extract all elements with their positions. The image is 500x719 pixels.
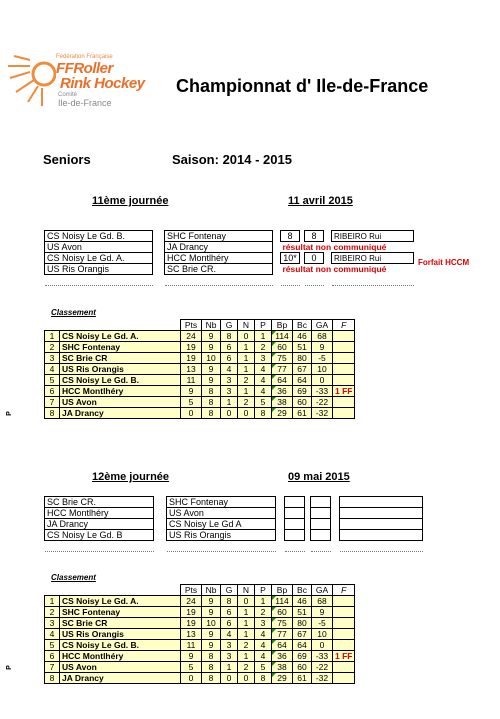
position-cell: 1	[45, 596, 60, 607]
standings-row	[45, 673, 355, 684]
logo-comite: Comité	[58, 92, 78, 98]
stat-cell: 69	[293, 651, 312, 662]
position-cell: 2	[45, 342, 60, 353]
stat-cell	[333, 331, 355, 342]
stat-cell: 9	[202, 596, 221, 607]
stat-cell: 6	[221, 353, 238, 364]
standings-row	[45, 618, 355, 629]
standings-row	[45, 375, 355, 386]
stat-cell: -32	[312, 408, 333, 419]
stat-cell: 64	[272, 640, 293, 651]
match-row: HCC Montlhéry US Avon	[45, 508, 423, 519]
stat-cell: 1	[238, 342, 255, 353]
stat-cell: 60	[293, 662, 312, 673]
stat-cell: 9	[181, 651, 202, 662]
stat-cell: 9	[202, 607, 221, 618]
position-cell: 7	[45, 662, 60, 673]
stat-cell: 4	[255, 640, 272, 651]
stat-cell: 13	[181, 629, 202, 640]
stat-cell: 4	[255, 375, 272, 386]
stat-cell: 10	[202, 353, 221, 364]
stat-cell: 69	[293, 386, 312, 397]
logo-wheel-icon	[4, 52, 56, 107]
header-cell: P	[255, 585, 272, 596]
forfeit-note: Forfait HCCM	[418, 258, 470, 267]
stat-cell: 3	[221, 386, 238, 397]
stat-cell: -5	[312, 618, 333, 629]
position-cell: 6	[45, 651, 60, 662]
stat-cell: 6	[221, 618, 238, 629]
stat-cell: 51	[293, 607, 312, 618]
logo-line1: FFRoller	[56, 60, 113, 77]
logo-region: Ile-de-France	[58, 98, 112, 108]
standings-row	[45, 651, 355, 662]
stat-cell: 64	[272, 375, 293, 386]
stat-cell: 2	[238, 640, 255, 651]
team-cell: US Avon	[60, 397, 181, 408]
header-cell: N	[238, 320, 255, 331]
stat-cell: 75	[272, 618, 293, 629]
stat-cell: 0	[238, 331, 255, 342]
stat-cell: 3	[221, 640, 238, 651]
standings-row	[45, 640, 355, 651]
stat-cell: 9	[181, 386, 202, 397]
stat-cell: 9	[202, 331, 221, 342]
stat-cell: 8	[255, 408, 272, 419]
stat-cell: 1	[238, 651, 255, 662]
stat-cell: 8	[202, 397, 221, 408]
stat-cell: 13	[181, 364, 202, 375]
team-cell: JA Drancy	[60, 673, 181, 684]
header-cell: GA	[312, 320, 333, 331]
stat-cell: 8	[221, 596, 238, 607]
team-cell: CS Noisy Le Gd. A.	[60, 331, 181, 342]
standings-table-1	[44, 319, 355, 419]
position-cell: 4	[45, 364, 60, 375]
stat-cell: 8	[221, 331, 238, 342]
stat-cell: 1	[238, 607, 255, 618]
stat-cell: 9	[202, 364, 221, 375]
stat-cell: 5	[181, 662, 202, 673]
classement-label-2: Classement	[51, 573, 96, 582]
stat-cell: 2	[255, 607, 272, 618]
stat-cell	[333, 629, 355, 640]
match-row: US Avon JA Drancy résultat non communiqué	[45, 242, 414, 253]
stat-cell: 0	[221, 408, 238, 419]
position-cell: 8	[45, 408, 60, 419]
stat-cell: 10	[312, 364, 333, 375]
stat-cell: 1	[221, 397, 238, 408]
header-cell: Nb	[202, 585, 221, 596]
position-cell: 5	[45, 640, 60, 651]
match-row: SC Brie CR. SHC Fontenay	[45, 497, 423, 508]
stat-cell: 64	[293, 375, 312, 386]
round-1-date: 11 avril 2015	[288, 195, 353, 207]
stat-cell	[333, 353, 355, 364]
header-cell: Nb	[202, 320, 221, 331]
stat-cell: 38	[272, 662, 293, 673]
stat-cell: 0	[238, 596, 255, 607]
stat-cell: -22	[312, 397, 333, 408]
stat-cell: 80	[293, 353, 312, 364]
match-row: JA Drancy CS Noisy Le Gd A	[45, 519, 423, 530]
position-cell: 4	[45, 629, 60, 640]
stat-cell: 4	[255, 651, 272, 662]
standings-row	[45, 386, 355, 397]
stat-cell: 4	[255, 364, 272, 375]
stat-cell: 6	[221, 342, 238, 353]
stat-cell	[333, 673, 355, 684]
header-cell: P	[255, 320, 272, 331]
header-cell: F	[333, 320, 355, 331]
stat-cell: 4	[221, 364, 238, 375]
header-cell: GA	[312, 585, 333, 596]
stat-cell	[333, 408, 355, 419]
stat-cell: 3	[255, 618, 272, 629]
category-label: Seniors	[43, 152, 91, 167]
team-cell: SHC Fontenay	[60, 342, 181, 353]
stat-cell: 3	[221, 651, 238, 662]
stat-cell: 2	[255, 342, 272, 353]
stat-cell: 9	[312, 342, 333, 353]
stat-cell: 1	[255, 331, 272, 342]
stat-cell: 1	[255, 596, 272, 607]
stat-cell	[333, 640, 355, 651]
team-cell: SC Brie CR	[60, 353, 181, 364]
stat-cell: 1 FF	[333, 651, 355, 662]
stat-cell: 19	[181, 607, 202, 618]
stat-cell: 9	[202, 629, 221, 640]
position-cell: 7	[45, 397, 60, 408]
stat-cell: 0	[312, 640, 333, 651]
team-cell: HCC Montlhéry	[60, 651, 181, 662]
ffroller-logo	[4, 52, 154, 107]
stat-cell: 8	[202, 408, 221, 419]
stat-cell: 19	[181, 353, 202, 364]
stat-cell: 0	[181, 408, 202, 419]
team-cell: SC Brie CR	[60, 618, 181, 629]
stat-cell: 8	[202, 651, 221, 662]
stat-cell: 9	[312, 607, 333, 618]
stat-cell: 19	[181, 342, 202, 353]
logo-line2: Rink Hockey	[60, 75, 145, 92]
position-cell: 2	[45, 607, 60, 618]
stat-cell: 0	[312, 375, 333, 386]
stat-cell: 60	[272, 607, 293, 618]
position-cell: 1	[45, 331, 60, 342]
position-cell: 3	[45, 618, 60, 629]
stat-cell: 8	[202, 673, 221, 684]
stat-cell: -22	[312, 662, 333, 673]
standings-row	[45, 397, 355, 408]
standings-row	[45, 662, 355, 673]
team-cell: HCC Montlhéry	[60, 386, 181, 397]
stat-cell: 64	[293, 640, 312, 651]
stat-cell: -33	[312, 386, 333, 397]
stat-cell: 60	[272, 342, 293, 353]
standings-row	[45, 353, 355, 364]
standings-header	[45, 585, 355, 596]
position-cell: 6	[45, 386, 60, 397]
team-cell: US Avon	[60, 662, 181, 673]
match-row: CS Noisy Le Gd. A. HCC Montlhéry 10* 0 RIBEIRO Rui	[45, 253, 414, 264]
team-cell: CS Noisy Le Gd. A.	[60, 596, 181, 607]
stat-cell: 67	[293, 629, 312, 640]
team-cell: US Ris Orangis	[60, 629, 181, 640]
standings-row	[45, 629, 355, 640]
stat-cell: 1	[238, 353, 255, 364]
season-label: Saison: 2014 - 2015	[172, 152, 292, 167]
stat-cell: 67	[293, 364, 312, 375]
stat-cell: 11	[181, 375, 202, 386]
standings-header	[45, 320, 355, 331]
stat-cell	[333, 342, 355, 353]
header-cell: Bc	[293, 585, 312, 596]
stat-cell: 8	[202, 386, 221, 397]
stat-cell: 29	[272, 673, 293, 684]
stat-cell: 8	[202, 662, 221, 673]
stat-cell: 77	[272, 364, 293, 375]
stat-cell: 77	[272, 629, 293, 640]
stat-cell: -32	[312, 673, 333, 684]
standings-row	[45, 342, 355, 353]
stat-cell: 8	[255, 673, 272, 684]
header-cell: G	[221, 320, 238, 331]
stat-cell: 1	[238, 364, 255, 375]
stat-cell	[333, 662, 355, 673]
stat-cell: 9	[202, 640, 221, 651]
stat-cell: 114	[272, 331, 293, 342]
stat-cell: 0	[221, 673, 238, 684]
stat-cell: 10	[312, 629, 333, 640]
stat-cell: 2	[238, 397, 255, 408]
stat-cell: 1	[238, 618, 255, 629]
logo-federation: Fédération Française	[56, 54, 113, 60]
stat-cell: 9	[202, 375, 221, 386]
stat-cell: 60	[293, 397, 312, 408]
stat-cell	[333, 397, 355, 408]
stat-cell: 6	[221, 607, 238, 618]
stat-cell: 2	[238, 375, 255, 386]
stat-cell: 3	[221, 375, 238, 386]
stat-cell: 46	[293, 596, 312, 607]
stat-cell: 61	[293, 408, 312, 419]
stat-cell: 5	[255, 662, 272, 673]
stat-cell: 1	[238, 629, 255, 640]
match-row: CS Noisy Le Gd. B. SHC Fontenay 8 8 RIBEIRO Rui	[45, 231, 414, 242]
position-cell: 3	[45, 353, 60, 364]
header-cell: Bp	[272, 585, 293, 596]
stat-cell: -5	[312, 353, 333, 364]
stat-cell	[333, 607, 355, 618]
stat-cell: 4	[255, 629, 272, 640]
standings-row	[45, 331, 355, 342]
standings-row	[45, 364, 355, 375]
stat-cell: 75	[272, 353, 293, 364]
stat-cell: 9	[202, 342, 221, 353]
stat-cell	[333, 596, 355, 607]
stat-cell: 80	[293, 618, 312, 629]
stat-cell: 5	[255, 397, 272, 408]
stat-cell: 36	[272, 386, 293, 397]
stat-cell: 0	[238, 673, 255, 684]
team-cell: CS Noisy Le Gd. B.	[60, 375, 181, 386]
stat-cell: 29	[272, 408, 293, 419]
team-cell: US Ris Orangis	[60, 364, 181, 375]
standings-table-2	[44, 584, 355, 684]
stat-cell: 114	[272, 596, 293, 607]
stat-cell: 5	[181, 397, 202, 408]
stat-cell: 1 FF	[333, 386, 355, 397]
match-row: US Ris Orangis SC Brie CR. résultat non communiqué	[45, 264, 414, 275]
header-cell: F	[333, 585, 355, 596]
stat-cell	[333, 618, 355, 629]
stat-cell	[333, 364, 355, 375]
p-mark-2: P	[5, 665, 13, 670]
stat-cell: 2	[238, 662, 255, 673]
stat-cell: 4	[221, 629, 238, 640]
standings-row	[45, 408, 355, 419]
team-cell: CS Noisy Le Gd. B.	[60, 640, 181, 651]
stat-cell: 38	[272, 397, 293, 408]
round-2-matches	[44, 496, 423, 552]
stat-cell: -33	[312, 651, 333, 662]
header-cell: Pts	[181, 585, 202, 596]
stat-cell: 46	[293, 331, 312, 342]
stat-cell: 4	[255, 386, 272, 397]
team-cell: SHC Fontenay	[60, 607, 181, 618]
round-2-date: 09 mai 2015	[288, 471, 350, 483]
standings-row	[45, 607, 355, 618]
stat-cell: 24	[181, 331, 202, 342]
stat-cell: 19	[181, 618, 202, 629]
stat-cell: 0	[181, 673, 202, 684]
match-row: CS Noisy Le Gd. B US Ris Orangis	[45, 530, 423, 541]
stat-cell: 68	[312, 596, 333, 607]
stat-cell: 1	[238, 386, 255, 397]
stat-cell: 51	[293, 342, 312, 353]
header-cell: N	[238, 585, 255, 596]
page-title: Championnat d' Ile-de-France	[176, 76, 429, 96]
position-cell: 8	[45, 673, 60, 684]
header-cell: Pts	[181, 320, 202, 331]
stat-cell: 3	[255, 353, 272, 364]
team-cell: JA Drancy	[60, 408, 181, 419]
stat-cell	[333, 375, 355, 386]
round-2-title: 12ème journée	[92, 471, 170, 483]
header-cell: Bp	[272, 320, 293, 331]
round-1-title: 11ème journée	[92, 195, 169, 207]
stat-cell: 24	[181, 596, 202, 607]
header-cell: G	[221, 585, 238, 596]
standings-row	[45, 596, 355, 607]
classement-label-1: Classement	[51, 308, 96, 317]
round-1-matches	[44, 220, 414, 286]
position-cell: 5	[45, 375, 60, 386]
stat-cell: 0	[238, 408, 255, 419]
stat-cell: 61	[293, 673, 312, 684]
stat-cell: 1	[221, 662, 238, 673]
stat-cell: 11	[181, 640, 202, 651]
stat-cell: 68	[312, 331, 333, 342]
p-mark-1: P	[5, 411, 13, 416]
stat-cell: 36	[272, 651, 293, 662]
header-cell: Bc	[293, 320, 312, 331]
stat-cell: 10	[202, 618, 221, 629]
